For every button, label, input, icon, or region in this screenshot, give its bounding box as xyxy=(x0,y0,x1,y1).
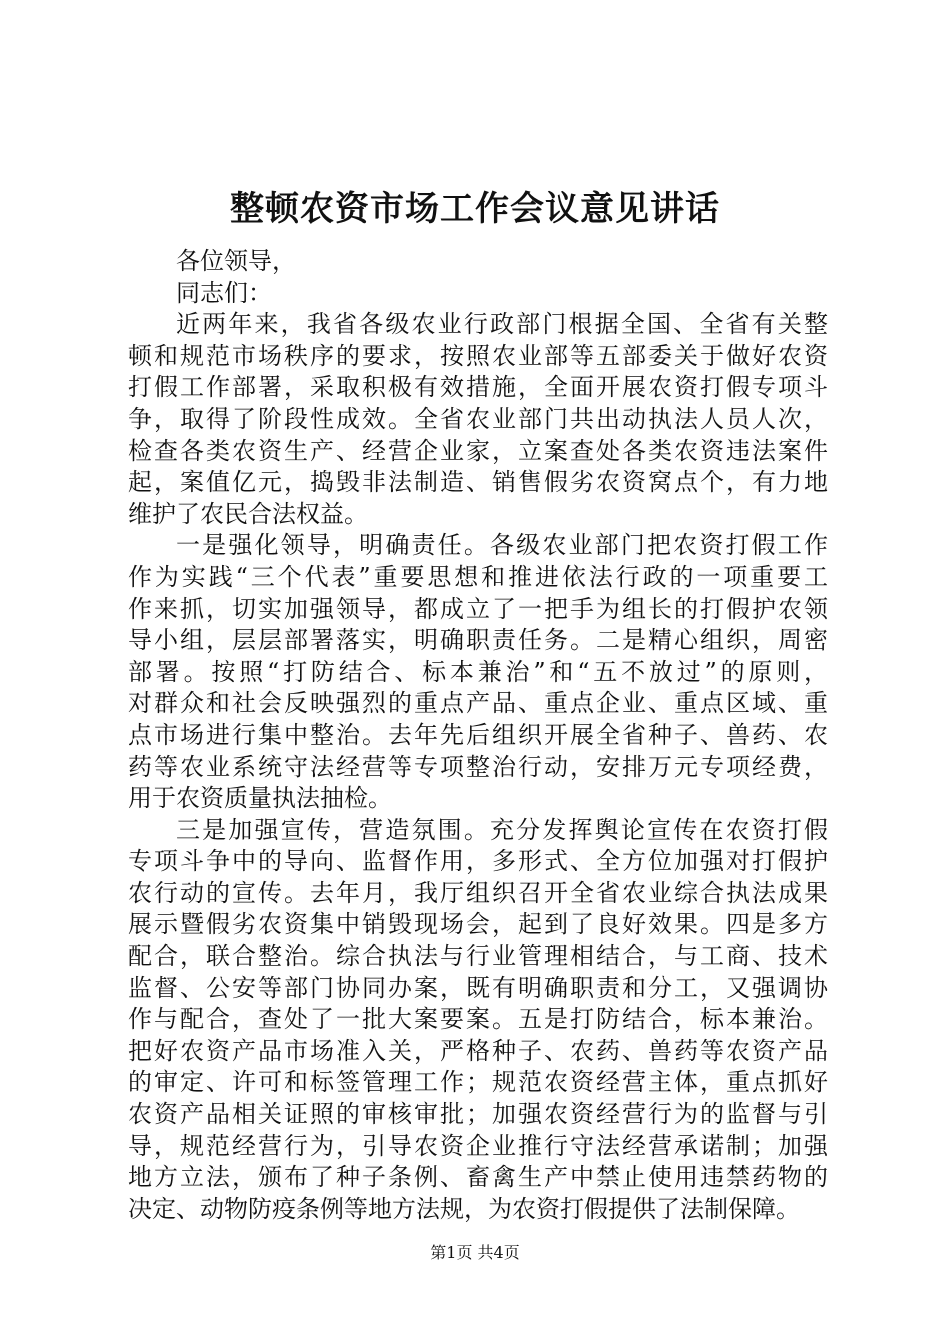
paragraph-line: 打假工作部署，采取积极有效措施，全面开展农资打假专项斗 xyxy=(128,373,828,402)
paragraph-line: 作来抓，切实加强领导，都成立了一把手为组长的打假护农领 xyxy=(128,594,828,623)
paragraph-line: 对群众和社会反映强烈的重点产品、重点企业、重点区域、重 xyxy=(128,689,828,718)
paragraph-line: 三是加强宣传，营造氛围。充分发挥舆论宣传在农资打假 xyxy=(176,815,828,844)
paragraph-line: 顿和规范市场秩序的要求，按照农业部等五部委关于做好农资 xyxy=(128,341,828,370)
paragraph-line: 争，取得了阶段性成效。全省农业部门共出动执法人员人次， xyxy=(128,404,828,433)
paragraph-line: 维护了农民合法权益。 xyxy=(128,499,368,528)
paragraph-line: 近两年来，我省各级农业行政部门根据全国、全省有关整 xyxy=(176,310,828,339)
paragraph-line: 地方立法，颁布了种子条例、畜禽生产中禁止使用违禁药物的 xyxy=(128,1163,828,1192)
paragraph-line: 作为实践“三个代表”重要思想和推进依法行政的一项重要工 xyxy=(128,562,828,591)
paragraph-line: 把好农资产品市场准入关，严格种子、农药、兽药等农资产品 xyxy=(128,1036,828,1065)
paragraph-line: 专项斗争中的导向、监督作用，多形式、全方位加强对打假护 xyxy=(128,847,828,876)
paragraph-line: 农行动的宣传。去年月，我厅组织召开全省农业综合执法成果 xyxy=(128,878,828,907)
paragraph-line: 部署。按照“打防结合、标本兼治”和“五不放过”的原则， xyxy=(128,657,828,686)
paragraph-line: 决定、动物防疫条例等地方法规，为农资打假提供了法制保障。 xyxy=(128,1194,800,1223)
paragraph-line: 药等农业系统守法经营等专项整治行动，安排万元专项经费， xyxy=(128,752,828,781)
paragraph-line: 点市场进行集中整治。去年先后组织开展全省种子、兽药、农 xyxy=(128,720,828,749)
paragraph-line: 配合，联合整治。综合执法与行业管理相结合，与工商、技术 xyxy=(128,942,828,971)
paragraph-line: 导小组，层层部署落实，明确职责任务。二是精心组织，周密 xyxy=(128,626,828,655)
greeting-line: 同志们： xyxy=(176,278,272,307)
paragraph-line: 作与配合，查处了一批大案要案。五是打防结合，标本兼治。 xyxy=(128,1005,828,1034)
document-body xyxy=(128,246,828,1225)
paragraph-line: 农资产品相关证照的审核审批；加强农资经营行为的监督与引 xyxy=(128,1100,828,1129)
paragraph-line: 用于农资质量执法抽检。 xyxy=(128,784,392,813)
page-footer: 第1页 共4页 xyxy=(430,1243,520,1262)
paragraph-line: 检查各类农资生产、经营企业家，立案查处各类农资违法案件 xyxy=(128,436,828,465)
document-title: 整顿农资市场工作会议意见讲话 xyxy=(230,189,720,229)
paragraph-line: 起，案值亿元，捣毁非法制造、销售假劣农资窝点个，有力地 xyxy=(128,468,828,497)
paragraph-line: 导，规范经营行为，引导农资企业推行守法经营承诺制；加强 xyxy=(128,1131,828,1160)
paragraph-line: 监督、公安等部门协同办案，既有明确职责和分工，又强调协 xyxy=(128,973,828,1002)
paragraph-line: 的审定、许可和标签管理工作；规范农资经营主体，重点抓好 xyxy=(128,1068,828,1097)
paragraph-line: 展示暨假劣农资集中销毁现场会，起到了良好效果。四是多方 xyxy=(128,910,828,939)
greeting-line: 各位领导， xyxy=(176,247,296,275)
paragraph-line: 一是强化领导，明确责任。各级农业部门把农资打假工作 xyxy=(176,531,828,560)
